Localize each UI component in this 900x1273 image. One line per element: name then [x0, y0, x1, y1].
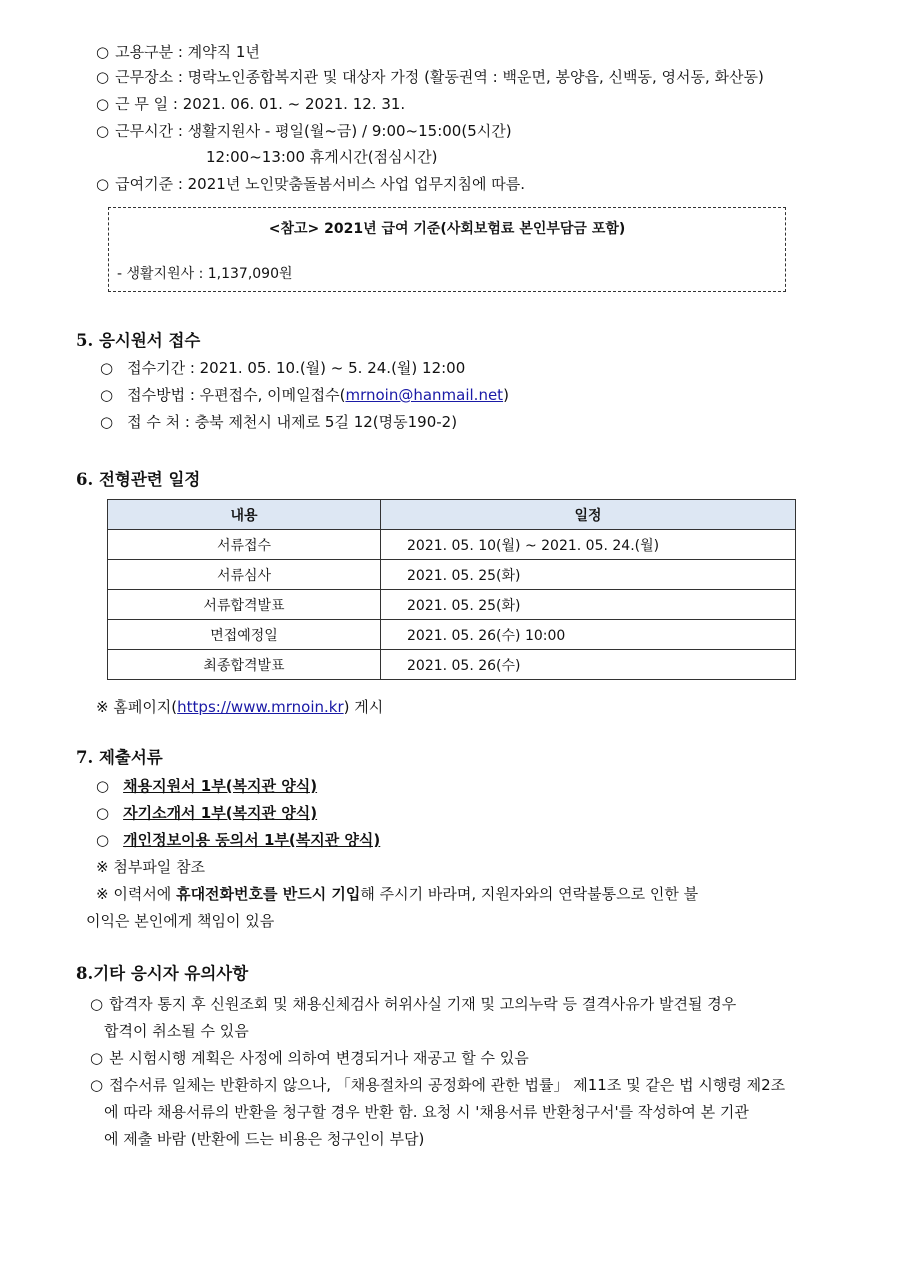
- application-period: ○ 접수기간 : 2021. 05. 10.(월) ~ 5. 24.(월) 12:00: [100, 359, 466, 377]
- doc-item: ○ 자기소개서 1부(복지관 양식): [96, 804, 318, 822]
- notice-item-3-cont: 에 따라 채용서류의 반환을 청구할 경우 반환 함. 요청 시 '채용서류 반환청구서'를 작성하여 본 기관: [104, 1103, 749, 1121]
- schedule-table: [107, 499, 796, 680]
- table-row: 면접예정일 2021. 05. 26(수) 10:00: [108, 620, 796, 650]
- break-time: 12:00~13:00 휴게시간(점심시간): [206, 148, 438, 166]
- table-row: 서류접수 2021. 05. 10(월) ~ 2021. 05. 24.(월): [108, 530, 796, 560]
- section7-heading: 7. 제출서류: [76, 748, 163, 767]
- circle-bullet-icon: ○: [96, 777, 110, 795]
- table-row: 서류심사 2021. 05. 25(화): [108, 560, 796, 590]
- circle-bullet-icon: ○: [96, 175, 110, 193]
- section6-heading: 6. 전형관련 일정: [76, 470, 201, 489]
- salary-reference-value: - 생활지원사 : 1,137,090원: [117, 266, 293, 282]
- employment-type: ○ 고용구분 : 계약직 1년: [96, 43, 260, 61]
- column-header-content: 내용: [108, 500, 381, 530]
- circle-bullet-icon: ○: [96, 43, 110, 61]
- phone-note: ※ 이력서에 휴대전화번호를 반드시 기입해 주시기 바라며, 지원자와의 연락불통으로 인한 불: [96, 885, 699, 903]
- application-method: ○ 접수방법 : 우편접수, 이메일접수(mrnoin@hanmail.net): [100, 386, 509, 404]
- circle-bullet-icon: ○: [100, 386, 114, 404]
- circle-bullet-icon: ○: [96, 804, 110, 822]
- circle-bullet-icon: ○: [90, 1076, 104, 1094]
- salary-reference-title: <참고> 2021년 급여 기준(사회보험료 본인부담금 포함): [268, 221, 626, 237]
- column-header-schedule: 일정: [381, 500, 796, 530]
- work-period: ○ 근 무 일 : 2021. 06. 01. ~ 2021. 12. 31.: [96, 95, 406, 113]
- notice-item-1: ○ 합격자 통지 후 신원조회 및 채용신체검사 허위사실 기재 및 고의누락 등 결격사유가 발견될 경우: [90, 995, 737, 1013]
- salary-basis: ○ 급여기준 : 2021년 노인맞춤돌봄서비스 사업 업무지침에 따름.: [96, 175, 525, 193]
- table-row: 서류합격발표 2021. 05. 25(화): [108, 590, 796, 620]
- homepage-note: ※ 홈페이지(https://www.mrnoin.kr) 게시: [96, 698, 384, 716]
- circle-bullet-icon: ○: [96, 68, 110, 86]
- circle-bullet-icon: ○: [96, 95, 110, 113]
- work-hours: ○ 근무시간 : 생활지원사 - 평일(월~금) / 9:00~15:00(5시간): [96, 122, 512, 140]
- circle-bullet-icon: ○: [96, 122, 110, 140]
- circle-bullet-icon: ○: [96, 831, 110, 849]
- circle-bullet-icon: ○: [90, 1049, 104, 1067]
- salary-reference-box: [108, 207, 786, 292]
- email-link[interactable]: mrnoin@hanmail.net: [345, 386, 504, 404]
- circle-bullet-icon: ○: [90, 995, 104, 1013]
- doc-item: ○ 개인정보이용 동의서 1부(복지관 양식): [96, 831, 381, 849]
- notice-item-3-cont2: 에 제출 바람 (반환에 드는 비용은 청구인이 부담): [104, 1130, 425, 1148]
- work-location: ○ 근무장소 : 명락노인종합복지관 및 대상자 가정 (활동권역 : 백운면, 봉양읍, 신백동, 영서동, 화산동): [96, 68, 764, 86]
- application-place: ○ 접 수 처 : 충북 제천시 내제로 5길 12(명동190-2): [100, 413, 458, 431]
- homepage-link[interactable]: https://www.mrnoin.kr: [177, 698, 344, 716]
- section8-heading: 8.기타 응시자 유의사항: [76, 964, 249, 983]
- notice-item-2: ○ 본 시험시행 계획은 사정에 의하여 변경되거나 재공고 할 수 있음: [90, 1049, 529, 1067]
- attachment-note: ※ 첨부파일 참조: [96, 858, 206, 876]
- notice-item-3: ○ 접수서류 일체는 반환하지 않으나, 「채용절차의 공정화에 관한 법률」 제11조 및 같은 법 시행령 제2조: [90, 1076, 786, 1094]
- table-header-row: [108, 500, 796, 530]
- circle-bullet-icon: ○: [100, 359, 114, 377]
- doc-item: ○ 채용지원서 1부(복지관 양식): [96, 777, 318, 795]
- notice-item-1-cont: 합격이 취소될 수 있음: [104, 1022, 249, 1040]
- circle-bullet-icon: ○: [100, 413, 114, 431]
- table-row: 최종합격발표 2021. 05. 26(수): [108, 650, 796, 680]
- section5-heading: 5. 응시원서 접수: [76, 331, 201, 350]
- phone-note-cont: 이익은 본인에게 책임이 있음: [86, 912, 275, 930]
